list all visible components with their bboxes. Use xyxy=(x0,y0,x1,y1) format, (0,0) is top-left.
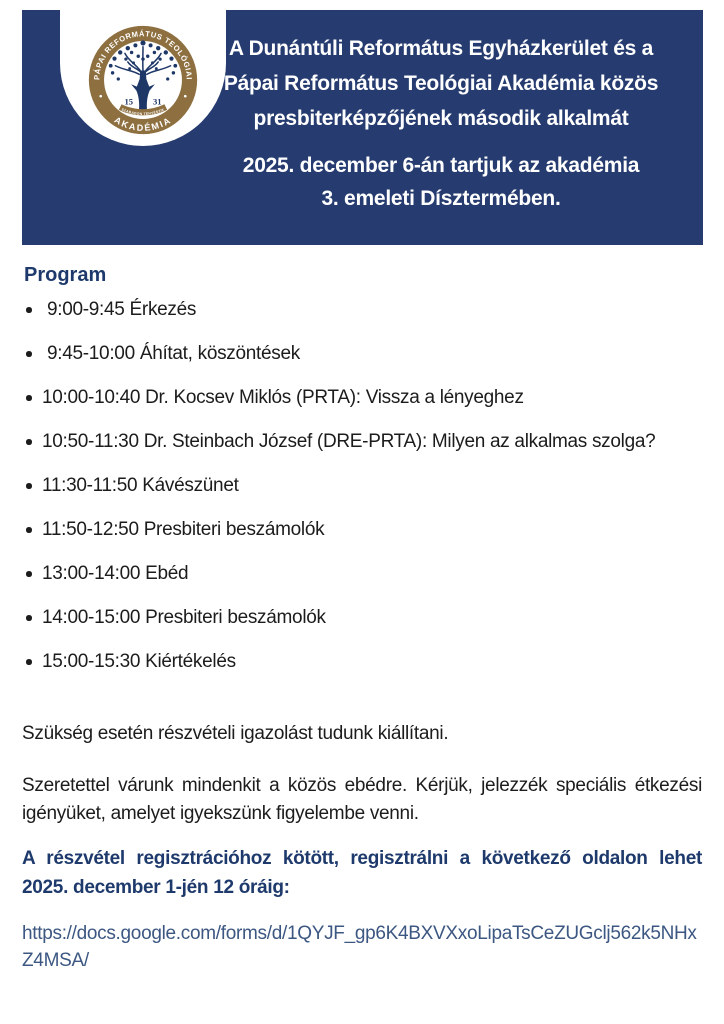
bullet-icon xyxy=(26,439,32,445)
certificate-note: Szükség esetén részvételi igazolást tudunk kiállítani. xyxy=(22,723,449,744)
program-item-text: 13:00-14:00 Ebéd xyxy=(42,563,189,584)
header-title-line: Pápai Református Teológiai Akadémia közös xyxy=(223,72,659,95)
seal-separator-dot-right xyxy=(184,95,187,98)
program-item-text: 15:00-15:30 Kiértékelés xyxy=(42,651,236,672)
header-date-line: 2025. december 6-án tartjuk az akadémia xyxy=(242,154,640,177)
seal-ring-text-top: PÁPAI REFORMÁTUS TEOLÓGIAI xyxy=(92,29,194,81)
program-list xyxy=(22,296,702,676)
program-item xyxy=(22,428,702,456)
registration-note-line: A részvétel regisztrációhoz kötött, regisztrálni a következő oldalon lehet xyxy=(22,848,702,869)
seal-year-left: 15 xyxy=(124,96,134,107)
program-item-text: 11:30-11:50 Kávészünet xyxy=(42,475,239,496)
seal-separator-dot-left xyxy=(99,95,102,98)
lunch-note-line: igényüket, amelyet igyekszünk figyelembe venni. xyxy=(22,803,419,824)
bullet-icon xyxy=(26,307,32,313)
program-item-text: 10:50-11:30 Dr. Steinbach József (DRE-PRTA): Milyen az alkalmas szolga? xyxy=(42,431,656,452)
academy-seal-logo xyxy=(86,23,200,137)
program-item-text: 10:00-10:40 Dr. Kocsev Miklós (PRTA): Vissza a lényeghez xyxy=(42,387,524,408)
program-item xyxy=(22,384,702,412)
program-heading: Program xyxy=(24,264,107,286)
program-item xyxy=(22,296,702,324)
bullet-icon xyxy=(26,351,32,357)
header-date xyxy=(196,149,686,215)
program-item xyxy=(22,340,702,368)
program-item xyxy=(22,604,702,632)
header-title-line: A Dunántúli Református Egyházkerület és a xyxy=(228,37,654,60)
bullet-icon xyxy=(26,615,32,621)
lunch-note xyxy=(22,772,702,828)
program-item-text: 9:00-9:45 Érkezés xyxy=(42,299,197,320)
program-item xyxy=(22,516,702,544)
header-title-line: presbiterképzőjének második alkalmát xyxy=(253,107,629,130)
header-date-line: 3. emeleti Dísztermében. xyxy=(321,187,561,210)
program-item-text: 14:00-15:00 Presbiteri beszámolók xyxy=(42,607,326,628)
bullet-icon xyxy=(26,571,32,577)
registration-url[interactable]: https://docs.google.com/forms/d/1QYJF_gp6K4BXVXxoLipaTsCeZUGclj562k5NHxZ4MSA/ xyxy=(22,923,697,971)
seal-banner-text: SZABADON TENYÉSZIK xyxy=(120,107,166,116)
seal-year-right: 31 xyxy=(152,96,162,107)
program-item xyxy=(22,560,702,588)
program-item xyxy=(22,648,702,676)
program-item-text: 9:45-10:00 Áhítat, köszöntések xyxy=(42,343,300,364)
header-text-block xyxy=(196,0,686,235)
bullet-icon xyxy=(26,527,32,533)
flyer-body xyxy=(0,245,724,974)
seal-ring-text-bottom: AKADÉMIA xyxy=(112,114,174,133)
program-item-text: 11:50-12:50 Presbiteri beszámolók xyxy=(42,519,325,540)
registration-note-line: 2025. december 1-jén 12 óráig: xyxy=(22,877,290,898)
bullet-icon xyxy=(26,483,32,489)
header-title xyxy=(196,31,686,136)
bullet-icon xyxy=(26,659,32,665)
program-item xyxy=(22,472,702,500)
bullet-icon xyxy=(26,395,32,401)
lunch-note-line: Szeretettel várunk mindenkit a közös ebédre. Kérjük, jelezzék speciális étkezési xyxy=(22,775,702,796)
registration-note xyxy=(22,844,702,902)
